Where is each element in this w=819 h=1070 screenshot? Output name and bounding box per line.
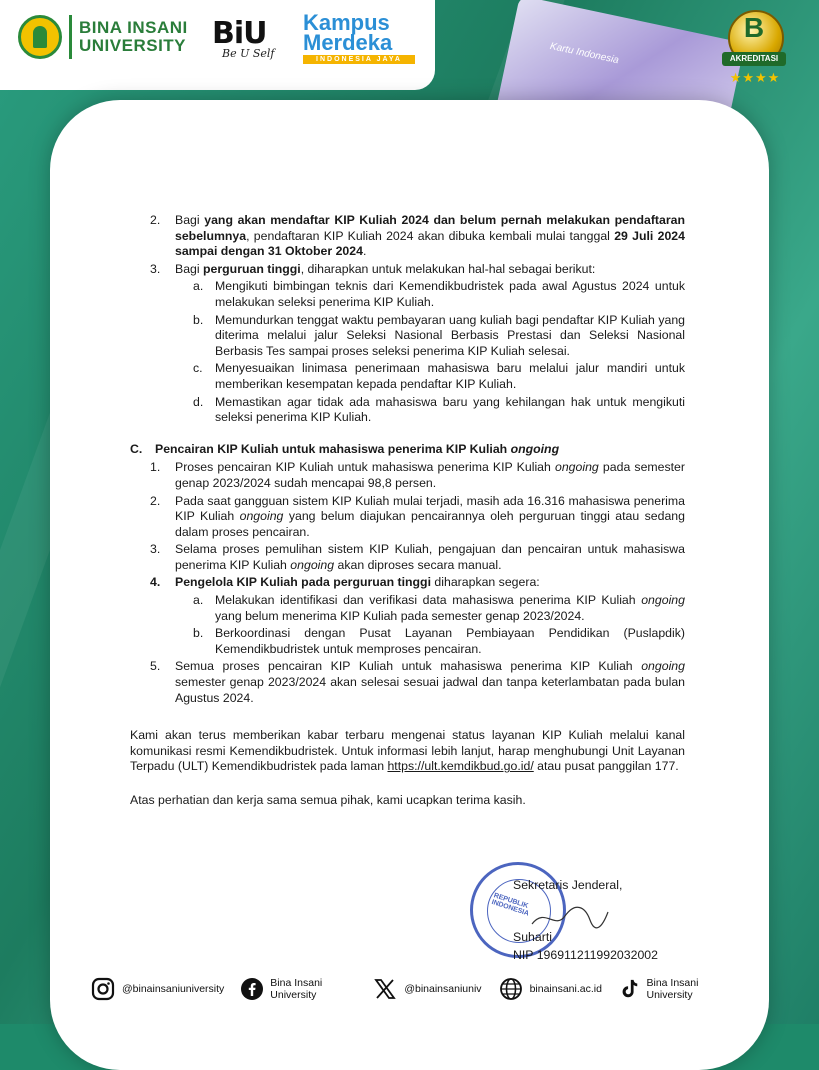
facebook-icon: [240, 976, 264, 1002]
social-footer: [90, 974, 750, 1004]
instagram-link[interactable]: [90, 976, 224, 1002]
text: diharapkan segera:: [431, 575, 540, 590]
signatory-nip: NIP 196911211992032002: [513, 948, 658, 962]
sub-list-item: [130, 361, 685, 392]
list-letter: b.: [193, 312, 204, 327]
list-item: [130, 213, 685, 260]
text: yang belum diajukan pencairannya oleh perguruan tinggi atau sedang dalam proses pencairan.: [175, 509, 685, 539]
section-letter: C.: [130, 441, 143, 456]
x-icon: [372, 976, 398, 1002]
university-name-line2: UNIVERSITY: [79, 36, 187, 55]
logo-divider: [69, 15, 72, 59]
text: Bagi: [175, 213, 205, 227]
section-heading: [130, 442, 685, 458]
text: Semua proses pencairan KIP Kuliah untuk mahasiswa penerima KIP Kuliah: [175, 659, 642, 674]
stamp-text: REPUBLIK INDONESIA: [490, 892, 530, 918]
bold-text: Pengelola KIP Kuliah pada perguruan tinggi: [175, 575, 431, 590]
bold-text: yang akan mendaftar KIP Kuliah 2024 dan belum pernah melakukan pendaftaran sebelumnya: [175, 213, 685, 243]
italic-text: ongoing: [290, 557, 335, 572]
bina-insani-logo[interactable]: [18, 15, 188, 59]
bina-insani-emblem-icon: [18, 15, 62, 59]
list-letter: c.: [193, 361, 203, 376]
kampus-merdeka-logo[interactable]: [303, 10, 415, 64]
thanks-paragraph: Atas perhatian dan kerja sama semua pihak, kami ucapkan terima kasih.: [130, 793, 526, 807]
signatory-title: Sekretaris Jenderal,: [513, 878, 623, 892]
globe-icon: [498, 976, 524, 1002]
accreditation-badge: [706, 6, 802, 92]
text: pada semester genap 2023/2024 sudah mencapai 98,8 persen.: [175, 460, 685, 490]
text: akan diproses secara manual.: [334, 557, 502, 572]
text: Mengikuti bimbingan teknis dari Kemendikbudristek pada awal Agustus 2024 untuk melakukan seleksi penerima KIP Kuliah.: [215, 279, 685, 309]
sub-list-item: [130, 593, 685, 624]
text: Pada saat gangguan sistem KIP Kuliah mulai terjadi, masih ada 16.316 mahasiswa penerima KIP Kuliah: [175, 493, 685, 524]
instagram-icon: [90, 976, 116, 1002]
italic-text: ongoing: [239, 509, 284, 524]
accreditation-stars: ★★★★: [729, 70, 781, 85]
x-handle: @binainsaniuniv: [404, 983, 482, 995]
header-bar: [0, 0, 435, 90]
italic-text: ongoing: [641, 593, 685, 608]
x-link[interactable]: [372, 976, 481, 1002]
accreditation-label: AKREDITASI: [722, 52, 786, 66]
sub-list-item: [130, 626, 685, 657]
list-item: [130, 575, 685, 591]
ult-link[interactable]: https://ult.kemdikbud.go.id/: [387, 759, 534, 774]
sub-list-item: [130, 279, 685, 310]
text: Berkoordinasi dengan Pusat Layanan Pembiayaan Pendidikan (Puslapdik) Kemendikbudristek untuk memproses pencairan.: [215, 626, 685, 656]
list-letter: a.: [193, 593, 204, 608]
text: Bagi: [175, 261, 204, 276]
biu-logo[interactable]: [212, 16, 275, 60]
signature-block: [470, 862, 690, 972]
text: Memastikan agar tidak ada mahasiswa baru yang kehilangan hak untuk mengikuti seleksi penerima KIP Kuliah.: [215, 394, 685, 425]
text: .: [362, 244, 367, 259]
biu-logo-text: BiU: [212, 16, 267, 51]
text: semester genap 2023/2024 akan selesai sesuai jadwal dan tanpa keterlambatan pada bulan Agustus 2024.: [175, 675, 685, 705]
list-number: 2.: [150, 493, 161, 508]
list-number: 3.: [150, 542, 161, 557]
facebook-link[interactable]: [240, 976, 356, 1002]
signatory-name: Suharti: [513, 930, 552, 944]
bold-text: 29 Juli 2024 sampai dengan 31 Oktober 2024: [175, 228, 685, 259]
university-name: [79, 19, 188, 55]
website-url: binainsani.ac.id: [529, 983, 602, 995]
italic-text: ongoing: [641, 659, 685, 674]
text: yang belum menerima KIP Kuliah pada semester genap 2023/2024.: [215, 608, 585, 623]
website-link[interactable]: [498, 976, 602, 1002]
signature-scribble-icon: [530, 902, 610, 932]
list-item: [130, 494, 685, 541]
list-item: [130, 460, 685, 491]
list-number: 4.: [150, 575, 161, 590]
tiktok-icon: [618, 976, 641, 1002]
list-number: 3.: [150, 261, 161, 276]
list-letter: d.: [193, 394, 204, 409]
text: Kami akan terus memberikan kabar terbaru mengenai status layanan KIP Kuliah melalui kanal komunikasi resmi Kemendikbudristek. Untuk informasi lebih lanjut, harap menghubungi Unit Layanan Terpadu (ULT) Kemendikbudristek pada laman: [130, 728, 685, 774]
italic-text: ongoing: [555, 460, 599, 475]
list-number: 2.: [150, 213, 161, 227]
section-title: Pencairan KIP Kuliah untuk mahasiswa penerima KIP Kuliah: [155, 441, 511, 456]
italic-text: ongoing: [510, 441, 560, 456]
instagram-handle: @binainsaniuniversity: [122, 983, 225, 995]
bold-text: perguruan tinggi: [203, 261, 301, 276]
merdeka-text: Merdeka: [303, 30, 393, 55]
list-letter: a.: [193, 279, 204, 294]
text: Proses pencairan KIP Kuliah untuk mahasiswa penerima KIP Kuliah: [175, 460, 555, 475]
tiktok-link[interactable]: [618, 976, 734, 1002]
list-number: 5.: [150, 659, 161, 674]
biu-tagline: Be U Self: [222, 47, 275, 60]
list-letter: b.: [193, 626, 204, 641]
list-item: [130, 659, 685, 706]
text: Menyesuaikan linimasa penerimaan mahasiswa baru melalui jalur mandiri untuk memberikan kesempatan kepada pendaftar KIP Kuliah.: [215, 361, 685, 391]
list-item: [130, 542, 685, 573]
card-text: Kartu Indonesia: [548, 40, 620, 67]
text: , diharapkan untuk melakukan hal-hal sebagai berikut:: [300, 261, 596, 276]
text: Selama proses pemulihan sistem KIP Kuliah, pengajuan dan pencairan untuk mahasiswa penerima KIP Kuliah: [175, 542, 685, 572]
university-name-line1: BINA INSANI: [79, 18, 188, 37]
list-item: [130, 262, 685, 278]
list-number: 1.: [150, 460, 161, 475]
kampus-text: Kampus: [303, 10, 390, 35]
document-body: [130, 213, 685, 809]
indonesia-jaya-text: INDONESIA JAYA: [303, 55, 415, 64]
closing-paragraph: [130, 728, 685, 775]
text: atau pusat panggilan 177.: [533, 759, 679, 774]
text: Memundurkan tenggat waktu pembayaran uang kuliah bagi pendaftar KIP Kuliah yang diterima melalui jalur Seleksi Nasional Berbasis Prestasi dan Seleksi Nasional Berbasis Tes sampai proses seleksi penerima KIP Kuliah selesai.: [215, 312, 685, 358]
text: Melakukan identifikasi dan verifikasi data mahasiswa penerima KIP Kuliah: [215, 593, 642, 608]
sub-list-item: [130, 313, 685, 360]
accreditation-grade: B: [743, 12, 765, 43]
sub-list-item: [130, 395, 685, 426]
text: , pendaftaran KIP Kuliah 2024 akan dibuka kembali mulai tanggal: [246, 228, 615, 243]
facebook-name: Bina Insani University: [270, 977, 323, 1001]
tiktok-name: Bina Insani University: [646, 977, 699, 1001]
